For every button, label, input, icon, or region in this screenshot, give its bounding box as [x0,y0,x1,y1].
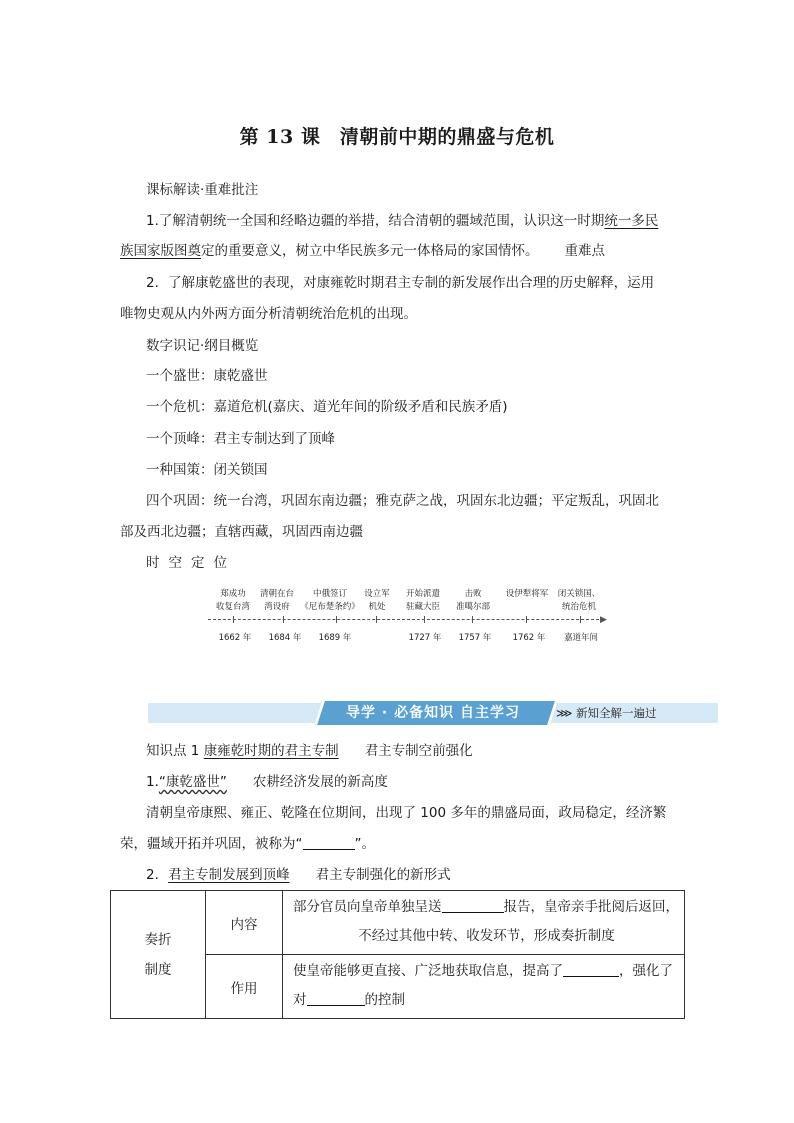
memorial-system-table [110,890,685,1019]
digit-item: 一个盛世：康乾盛世 [146,368,268,384]
fill-blank[interactable] [307,991,365,1006]
section-timeline-heading: 时空定位 [146,555,236,571]
timeline-event: 开始派遣 驻藏大臣 [405,589,440,612]
table-cell-effect: 使皇帝能够更直接、广泛地获取信息，提高了 ，强化了 对 的控制 [283,955,685,1019]
curriculum-item-1-line-2 [120,241,605,261]
knowledge-point-heading [146,741,473,761]
subpoint-1-note: 农耕经济发展的新高度 [252,774,388,790]
timeline-event: 清朝在台 湾设府 [259,589,294,612]
key-point-tag: 重难点 [564,243,605,259]
timeline-event: 击败 准噶尔部 [455,589,490,612]
study-banner-title: 导学 · 必备知识 自主学习 [346,705,520,721]
timeline-event: 设伊犁将军 [505,589,549,599]
section-digits-heading: 数字识记·纲目概览 [146,338,259,354]
study-banner-subtitle: ⋙ 新知全解一遍过 [556,706,657,720]
subpoint-1-title: “康乾盛世” [158,774,227,790]
timeline-tick [233,616,234,623]
timeline-year: 1757 年 [458,633,492,643]
timeline-event: 中俄签订 《尼布楚条约》 [300,589,360,612]
timeline-year: 1684 年 [268,633,302,643]
timeline-tick [424,616,425,623]
paragraph-line-2 [120,834,375,854]
digit-item: 一个顶峰：君主专制达到了顶峰 [146,431,335,447]
table-row-header: 奏折 制度 [111,891,206,1019]
digit-item: 部及西北边疆；直辖西藏，巩固西南边疆 [120,524,363,540]
timeline-year: 1762 年 [512,633,546,643]
item1-underlined-b: 族国家版图奠 [120,243,201,259]
history-timeline [208,588,608,648]
subpoint-2-note: 君主专制强化的新形式 [315,867,451,883]
digit-item: 一种国策：闭关锁国 [146,462,268,478]
timeline-event: 设立军 机处 [364,589,390,612]
knowledge-point-title: 康雍乾时期的君主专制 [203,743,339,759]
table-cell-content: 部分官员向皇帝单独呈送 报告，皇帝亲手批阅后返回， 不经过其他中转、收发环节，形成奏折制度 [283,891,685,955]
subpoint-2-title: 君主专制发展到顶峰 [168,867,290,883]
paragraph-text-a: 荣，疆域开拓并巩固，被称为“ [120,836,303,852]
timeline-tick [526,616,527,623]
table-row [111,891,685,955]
timeline-year: 1727 年 [408,633,442,643]
paragraph-line-1: 清朝皇帝康熙、雍正、乾隆在位期间，出现了 100 多年的鼎盛局面，政局稳定，经济繁 [146,805,667,821]
timeline-tick [472,616,473,623]
timeline-tick [283,616,284,623]
curriculum-item-2-line-2: 唯物史观从内外两方面分析清朝统治危机的出现。 [120,306,417,322]
item1-underlined-a: 统一多民 [604,213,659,229]
lesson-title: 第 13 课 清朝前中期的鼎盛与危机 [239,126,555,148]
timeline-year: 1689 年 [318,633,352,643]
digit-item: 四个巩固：统一台湾，巩固东南边疆；雅克萨之战，巩固东北边疆；平定叛乱，巩固北 [146,493,659,509]
table-label-content: 内容 [206,891,283,955]
fill-blank[interactable] [442,898,504,913]
curriculum-item-1-line-1 [146,211,658,231]
fill-blank[interactable] [563,962,619,977]
timeline-year: 1662 年 [218,633,252,643]
timeline-axis [208,619,604,620]
timeline-tick [580,616,581,623]
timeline-tick [376,616,377,623]
paragraph-text-b: ”。 [354,836,375,852]
fill-blank[interactable] [303,835,355,850]
timeline-event: 闭关锁国、 统治危机 [557,589,601,612]
subpoint-1-heading [146,772,388,792]
timeline-tick [336,616,337,623]
timeline-arrow-icon: ▶ [600,615,607,625]
knowledge-point-label: 知识点 1 [146,743,200,759]
subpoint-2-number: 2． [146,867,169,883]
timeline-event: 郑成功 收复台湾 [215,589,250,612]
item1-text-b: 定的重要意义，树立中华民族多元一体格局的家国情怀。 [201,243,539,259]
table-label-effect: 作用 [206,955,283,1019]
timeline-year: 嘉道年间 [563,633,598,643]
item1-text-a: 1.了解清朝统一全国和经略边疆的举措，结合清朝的疆域范围，认识这一时期 [146,213,605,229]
digit-item: 一个危机：嘉道危机(嘉庆、道光年间的阶级矛盾和民族矛盾) [146,399,508,415]
subpoint-2-heading [146,865,451,885]
knowledge-point-note: 君主专制空前强化 [364,743,473,759]
subpoint-1-number: 1. [146,774,159,790]
section-curriculum-heading: 课标解读·重难批注 [146,182,259,198]
curriculum-item-2-line-1: 2．了解康乾盛世的表现，对康雍乾时期君主专制的新发展作出合理的历史解释，运用 [146,275,655,291]
